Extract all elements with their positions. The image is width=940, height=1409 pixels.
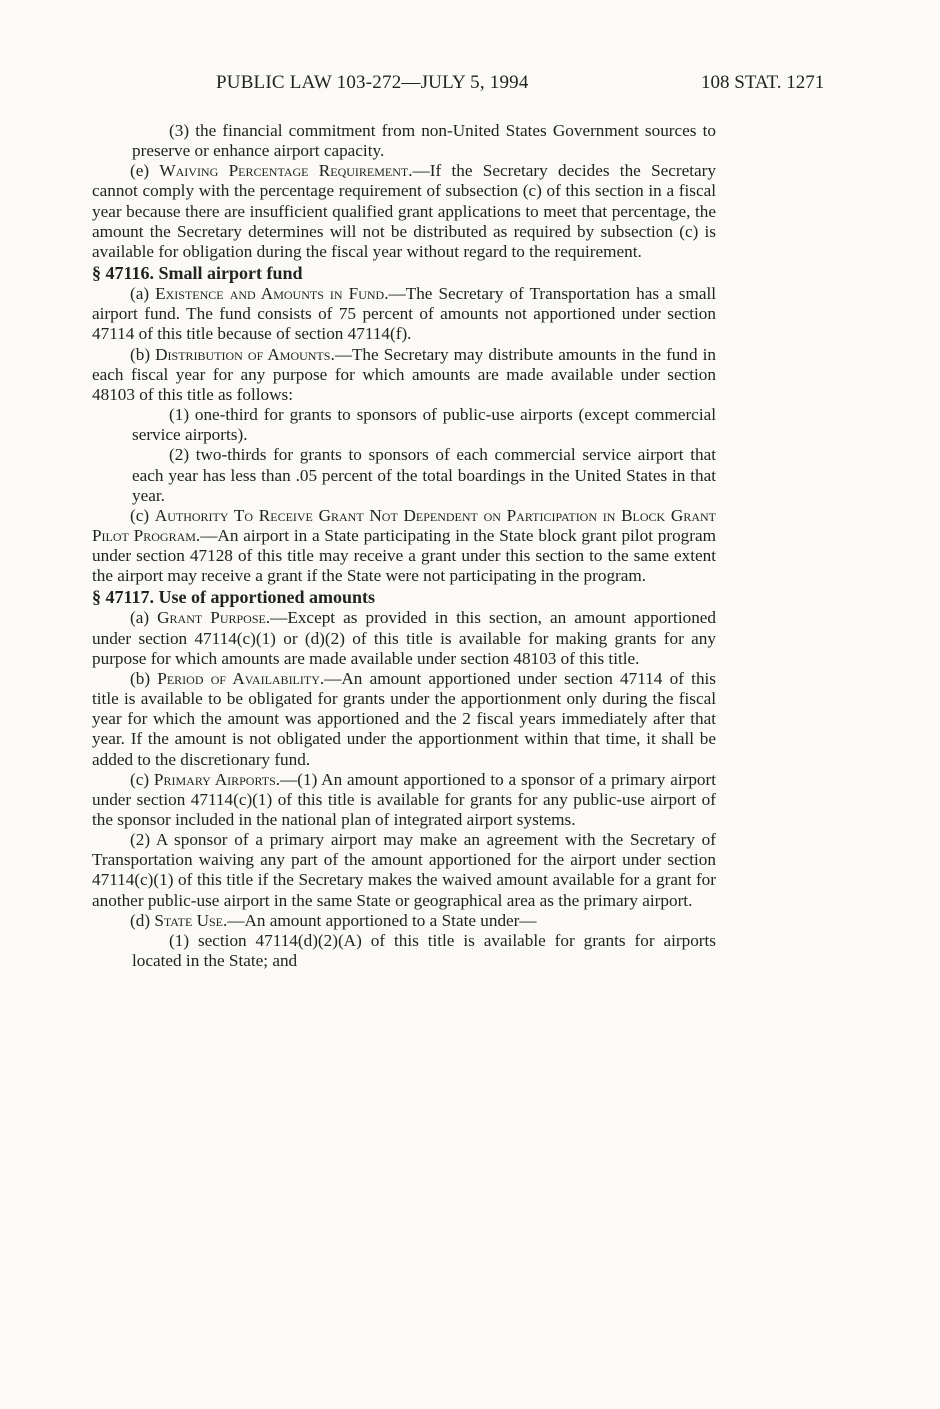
subsection-label: (b) [130, 668, 158, 688]
paragraph-47116-b2 [92, 445, 716, 505]
subsection-47117-b [92, 669, 716, 770]
subsection-heading: Waiving Percentage Requirement. [159, 161, 413, 181]
subsection-47117-c [92, 770, 716, 830]
paragraph-text: (3) the financial commitment from non-United States Government sources to preserve or enhance airport capacity. [132, 121, 716, 161]
subsection-heading: Period of Availability. [157, 668, 325, 688]
section-heading-47116: § 47116. Small airport fund [92, 263, 303, 284]
subsection-text: —The Secretary may distribute amounts in the fund in each fiscal year for any purpose for which amounts are made available under section 48103 of this title as follows: [92, 344, 717, 404]
subsection-47117-d [92, 911, 716, 931]
paragraph-text: (2) A sponsor of a primary airport may make an agreement with the Secretary of Transportation waiving any part of the amount apportioned for the airport under section 47114(c)(1) of this title if the Secretary makes the waived amount available for a grant for another public-use airport in the same State or geographical area as the primary airport. [92, 830, 716, 910]
subsection-text: —If the Secretary decides the Secretary cannot comply with the percentage requirement of subsection (c) of this section in a fiscal year because there are insufficient qualified grant applications to meet that percentage, the amount the Secretary determines will not be distributed as required by subsection (c) is available for obligation during the fiscal year without regard to the requirement. [92, 161, 716, 261]
subsection-label: (c) [130, 769, 154, 789]
paragraph-47117-d1 [92, 931, 716, 971]
subsection-text: —An amount apportioned to a State under— [227, 910, 537, 930]
page-header [0, 72, 940, 102]
subsection-label: (e) [130, 161, 160, 181]
subsection-label: (d) [130, 910, 155, 930]
subsection-label: (c) [130, 505, 155, 525]
subsection-heading: Existence and Amounts in Fund. [155, 284, 389, 304]
subsection-text: —Except as provided in this section, an amount apportioned under section 47114(c)(1) or (d)(2) of this title is available for making grants for any purpose for which amounts are made available under section 48103 of this title. [92, 608, 717, 668]
subsection-47116-a [92, 284, 716, 344]
running-head: PUBLIC LAW 103-272—JULY 5, 1994 [216, 72, 529, 93]
section-heading-47117: § 47117. Use of apportioned amounts [92, 587, 376, 608]
paragraph-text: (1) section 47114(d)(2)(A) of this title is available for grants for airports located in the State; and [132, 930, 716, 971]
paragraph-financial-commitment [92, 121, 716, 161]
subsection-heading: Grant Purpose. [157, 608, 271, 628]
subsection-text: —The Secretary of Transportation has a small airport fund. The fund consists of 75 percent of amounts not apportioned under section 47114 of this title because of section 47114(f). [92, 284, 717, 344]
subsection-text: —(1) An amount apportioned to a sponsor of a primary airport under section 47114(c)(1) of this title is available for grants for any public-use airport of the sponsor included in the national plan of integrated airport systems. [92, 769, 717, 829]
statute-page-number: 108 STAT. 1271 [701, 72, 825, 93]
subsection-label: (a) [130, 608, 158, 628]
subsection-47116-c [92, 506, 716, 587]
subsection-heading: State Use. [154, 910, 228, 930]
subsection-text: —An amount apportioned under section 47114 of this title is available to be obligated for grants under the apportionment only during the fiscal year for which the amount was apportioned and the 2 fiscal years immediately after that year. If the amount is not obligated under the apportionment within that time, it shall be added to the discretionary fund. [92, 668, 717, 769]
subsection-heading: Authority To Receive Grant Not Dependent on Participation in Block Grant Pilot Program. [92, 505, 716, 545]
paragraph-text: (2) two-thirds for grants to sponsors of each commercial service airport that each year has less than .05 percent of the total boardings in the United States in that year. [132, 445, 716, 505]
document-body [92, 121, 716, 971]
subsection-heading: Primary Airports. [153, 769, 281, 789]
subsection-label: (a) [130, 284, 156, 304]
paragraph-text: (1) one-third for grants to sponsors of public-use airports (except commercial service airports). [132, 405, 716, 445]
paragraph-47117-c2 [92, 830, 716, 911]
subsection-47117-a [92, 608, 716, 668]
paragraph-47116-b1 [92, 405, 716, 445]
subsection-text: —An airport in a State participating in the State block grant pilot program under section 47128 of this title may receive a grant under this section to the same extent the airport may receive a grant if the State were not participating in the program. [92, 525, 716, 586]
subsection-47116-b [92, 345, 716, 405]
subsection-label: (b) [130, 344, 156, 364]
subsection-heading: Distribution of Amounts. [155, 344, 335, 364]
subsection-e-waiving [92, 161, 716, 262]
